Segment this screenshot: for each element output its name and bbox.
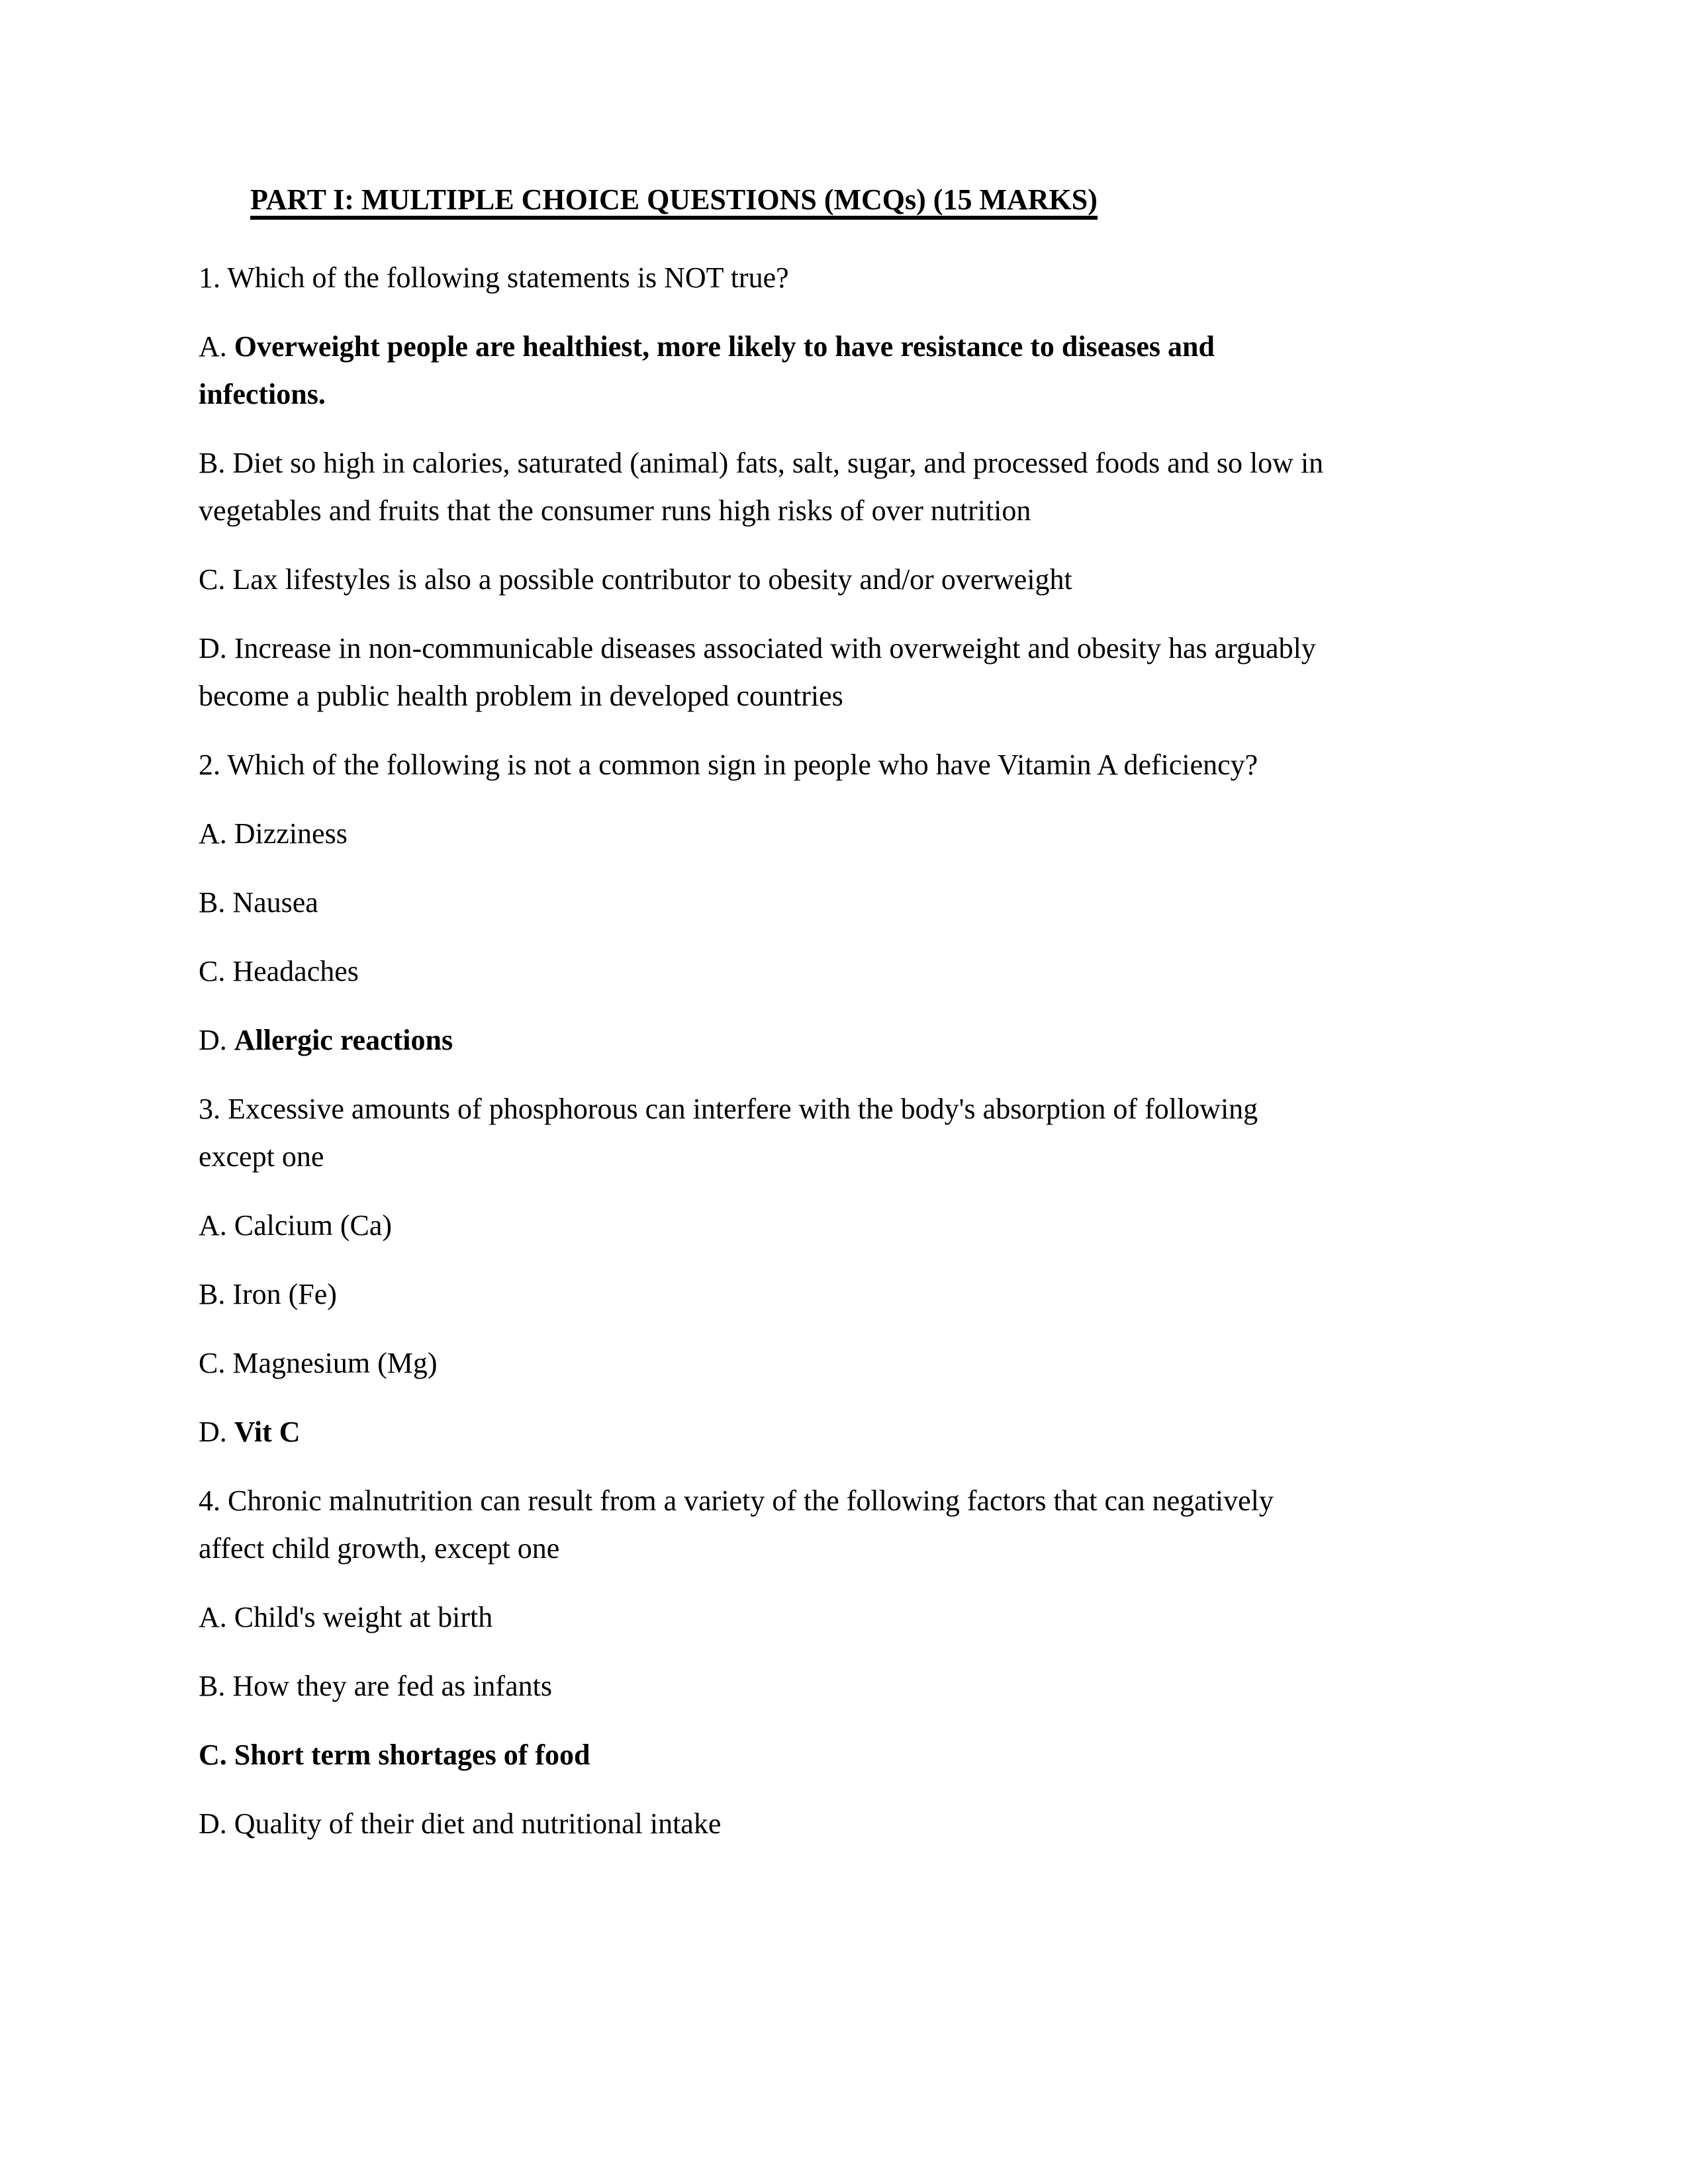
q1-option-c-text: C. Lax lifestyles is also a possible contributor to obesity and/or overweight xyxy=(199,563,1072,596)
q1-option-a-line1-bold: Overweight people are healthiest, more likely to have resistance to diseases and xyxy=(234,330,1215,363)
q1-option-a-line1 xyxy=(199,323,1489,371)
q2-option-a xyxy=(199,810,1489,858)
q3-option-b xyxy=(199,1271,1489,1318)
question-1-text: 1. Which of the following statements is NOT true? xyxy=(199,261,789,294)
q2-option-d-bold: Allergic reactions xyxy=(234,1024,453,1056)
q4-option-d-text: D. Quality of their diet and nutritional intake xyxy=(199,1807,722,1840)
question-3 xyxy=(199,1085,1489,1181)
q1-option-c xyxy=(199,556,1489,604)
q3-option-c-text: C. Magnesium (Mg) xyxy=(199,1347,438,1379)
q2-option-d-line xyxy=(199,1017,1489,1064)
q3-option-d-bold: Vit C xyxy=(234,1416,301,1448)
q1-option-d-line2: become a public health problem in developed countries xyxy=(199,680,843,712)
q4-option-d xyxy=(199,1800,1489,1848)
q4-option-a-text: A. Child's weight at birth xyxy=(199,1601,493,1633)
q1-option-b xyxy=(199,439,1489,535)
question-4-line2: affect child growth, except one xyxy=(199,1532,560,1565)
q3-option-d-prefix: D. xyxy=(199,1416,234,1448)
question-4 xyxy=(199,1477,1489,1572)
q2-option-b-text: B. Nausea xyxy=(199,886,318,919)
question-3-line1: 3. Excessive amounts of phosphorous can interfere with the body's absorption of following xyxy=(199,1093,1258,1125)
q1-option-d-line1: D. Increase in non-communicable diseases associated with overweight and obesity has arguably xyxy=(199,632,1316,664)
q2-option-d-prefix: D. xyxy=(199,1024,234,1056)
q3-option-a xyxy=(199,1202,1489,1250)
question-2 xyxy=(199,741,1489,789)
q2-option-c xyxy=(199,948,1489,995)
q4-option-a xyxy=(199,1594,1489,1641)
question-4-line1: 4. Chronic malnutrition can result from a variety of the following factors that can negatively xyxy=(199,1484,1274,1517)
q1-option-a-prefix: A. xyxy=(199,330,234,363)
q1-option-a xyxy=(199,323,1489,418)
question-1 xyxy=(199,254,1489,302)
q1-option-a-line2: infections. xyxy=(199,378,326,410)
q3-option-d xyxy=(199,1408,1489,1456)
q2-option-d xyxy=(199,1017,1489,1064)
q3-option-b-text: B. Iron (Fe) xyxy=(199,1278,337,1310)
q3-option-c xyxy=(199,1340,1489,1387)
q1-option-d xyxy=(199,625,1489,720)
document-heading-text: PART I: MULTIPLE CHOICE QUESTIONS (MCQs) (15 MARKS) xyxy=(250,183,1098,220)
question-2-text: 2. Which of the following is not a common sign in people who have Vitamin A deficiency? xyxy=(199,749,1258,781)
q1-option-b-line1: B. Diet so high in calories, saturated (animal) fats, salt, sugar, and processed foods and so low in xyxy=(199,447,1324,479)
q4-option-c-text: C. Short term shortages of food xyxy=(199,1739,590,1771)
q3-option-a-text: A. Calcium (Ca) xyxy=(199,1209,393,1242)
q3-option-d-line xyxy=(199,1408,1489,1456)
q4-option-b xyxy=(199,1662,1489,1710)
q2-option-a-text: A. Dizziness xyxy=(199,817,348,850)
document-heading xyxy=(250,176,1489,224)
q2-option-c-text: C. Headaches xyxy=(199,955,359,987)
q2-option-b xyxy=(199,879,1489,927)
q4-option-c xyxy=(199,1731,1489,1779)
q4-option-b-text: B. How they are fed as infants xyxy=(199,1670,552,1702)
question-3-line2: except one xyxy=(199,1140,324,1173)
q1-option-b-line2: vegetables and fruits that the consumer runs high risks of over nutrition xyxy=(199,494,1031,527)
